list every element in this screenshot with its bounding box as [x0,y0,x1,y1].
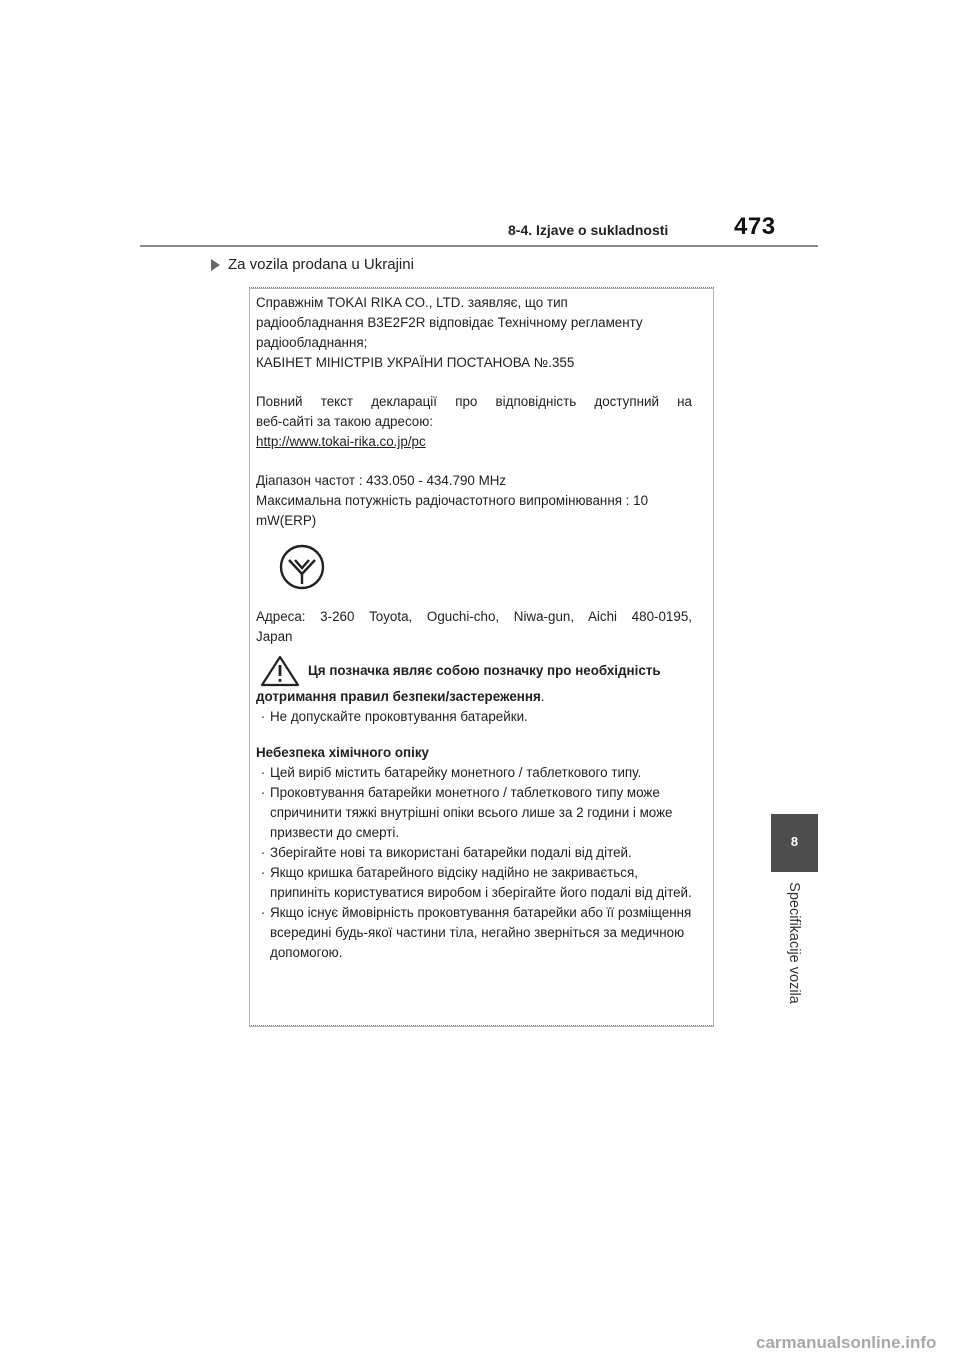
bullet-dot: · [260,865,266,880]
frame-dotted-top [249,287,714,288]
warning-title-cont: дотримання правил безпеки/застереження [256,689,541,704]
declaration-content [256,293,692,963]
warning-title-end: . [540,689,545,704]
subheading [211,256,414,273]
fulltext-line: Повний текст декларації про відповідність доступний на [256,394,692,409]
section-title: 8-4. Izjave o sukladnosti [508,222,669,238]
address-line: Japan [256,629,293,644]
frame-dotted-bottom [249,1025,714,1026]
max-power: Максимальна потужність радіочастотного випромінювання : 10 [256,493,649,508]
triangle-bullet-icon [211,259,220,271]
declaration-line: радіообладнання B3E2F2R відповідає Технічному регламенту [256,315,643,330]
declaration-line: Справжнім TOKAI RIKA CO., LTD. заявляє, що тип [256,295,568,310]
header-divider [140,245,818,247]
bullet-dot: · [260,709,266,724]
chem-heading: Небезпека хімічного опіку [256,745,429,760]
address-line: Адреса: 3-260 Toyota, Oguchi-cho, Niwa-gun, Aichi 480-0195, [256,609,692,624]
chem-bullet: · Якщо кришка батарейного відсіку надійно не закривається, припиніть користуватися виробом і зберігайте його подалі від дітей. [256,863,692,903]
warning-item: · Не допускайте проковтування батарейки. [256,707,692,727]
fulltext-line: веб-сайті за такою адресою: [256,414,434,429]
page-number: 473 [734,213,776,240]
declaration-line: КАБІНЕТ МІНІСТРІВ УКРАЇНИ ПОСТАНОВА №.355 [256,355,575,370]
bullet-dot: · [260,845,266,860]
chapter-tab-number: 8 [790,834,799,849]
chapter-label: Specifikacije vozila [786,882,802,1004]
warning-title-row [256,655,692,687]
bullet-dot: · [260,785,266,800]
ukrainian-conformity-mark-icon [278,543,326,591]
declaration-url[interactable]: http://www.tokai-rika.co.jp/pc [256,434,426,449]
chem-bullet: · Зберігайте нові та використані батарейки подалі від дітей. [256,843,692,863]
chem-bullet: · Якщо існує ймовірність проковтування батарейки або її розміщення всередині будь-якої частини тіла, негайно зверніться за медичною допомогою. [256,903,692,963]
chem-bullet: · Проковтування батарейки монетного / таблеткового типу може спричинити тяжкі внутрішні опіки всього лише за 2 години і може призвести до смерті. [256,783,692,843]
bullet-dot: · [260,905,266,920]
max-power-unit: mW(ERP) [256,513,317,528]
frequency-range: Діапазон частот : 433.050 - 434.790 MHz [256,473,507,488]
declaration-line: радіообладнання; [256,335,368,350]
chem-bullet: · Цей виріб містить батарейку монетного / таблеткового типу. [256,763,692,783]
bullet-dot: · [260,765,266,780]
warning-triangle-icon [256,655,300,687]
subheading-text: Za vozila prodana u Ukrajini [228,256,414,273]
watermark: carmanualsonline.info [756,1333,937,1352]
warning-title: Ця позначка являє собою позначку про необхідність [308,663,661,678]
